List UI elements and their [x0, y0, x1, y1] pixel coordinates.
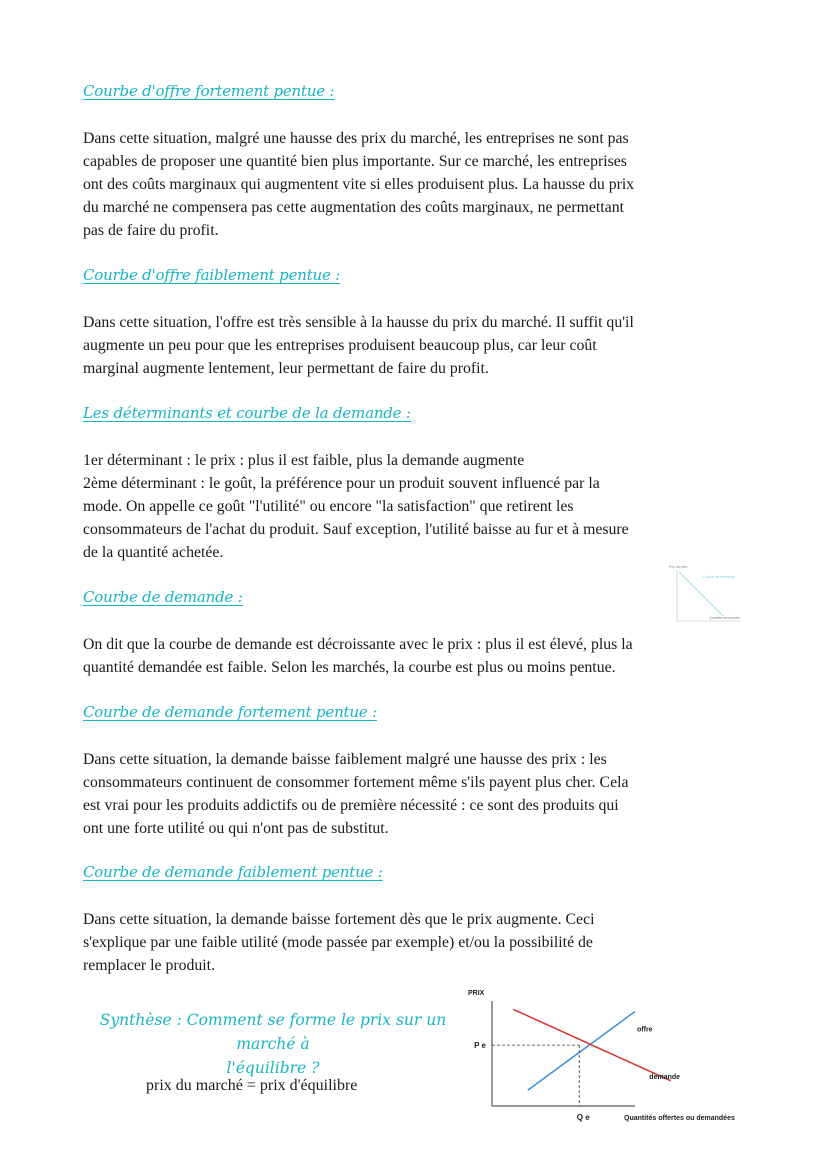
- text-line: 1er déterminant : le prix : plus il est faible, plus la demande augmente: [83, 452, 525, 469]
- mini-y-label: Prix du bien: [669, 565, 688, 569]
- text-line: remplacer le produit.: [83, 957, 216, 974]
- text-line: Dans cette situation, la demande baisse faiblement malgré une hausse des prix : les: [83, 751, 607, 768]
- text-line: 2ème déterminant : le goût, la préférence pour un produit souvent influencé par la: [83, 475, 600, 492]
- paragraph-courbe-demande: [83, 633, 745, 679]
- demand-label: demande: [649, 1073, 681, 1081]
- text-line: marginal augmente lentement, leur permettant de faire du profit.: [83, 360, 489, 377]
- chart-x-label: Quantités offertes ou demandées: [624, 1115, 735, 1122]
- equilibrium-chart: [460, 983, 760, 1128]
- text-line: consommateurs continuent de consommer fortement même s'ils payent plus cher. Cela: [83, 774, 629, 791]
- mini-x-label: Quantité demandée: [709, 616, 740, 620]
- text-line: capables de proposer une quantité bien plus importante. Sur ce marché, les entreprises: [83, 153, 627, 170]
- heading-demande-fortement-pentue: Courbe de demande fortement pentue :: [83, 703, 377, 721]
- text-line: mode. On appelle ce goût "l'utilité" ou encore "la satisfaction" que retirent les: [83, 498, 574, 515]
- synthese-line-2: l'équilibre ?: [226, 1059, 320, 1077]
- equilibrium-quantity-label: Q e: [576, 1113, 590, 1122]
- text-line: quantité demandée est faible. Selon les marchés, la courbe est plus ou moins pentue.: [83, 659, 616, 676]
- heading-offre-fortement-pentue: Courbe d'offre fortement pentue :: [83, 82, 335, 100]
- heading-demande-faiblement-pentue: Courbe de demande faiblement pentue :: [83, 863, 383, 881]
- text-line: du marché ne compensera pas cette augmentation des coûts marginaux, ne permettant: [83, 199, 624, 216]
- paragraph-determinants: [83, 449, 745, 564]
- heading-offre-faiblement-pentue: Courbe d'offre faiblement pentue :: [83, 266, 341, 284]
- text-line: Dans cette situation, la demande baisse fortement dès que le prix augmente. Ceci: [83, 911, 595, 928]
- synthese-question: [83, 1008, 463, 1080]
- text-line: est vrai pour les produits addictifs ou de première nécessité : ce sont des produits qui: [83, 797, 619, 814]
- paragraph-demande-fortement-pentue: [83, 748, 745, 840]
- text-line: On dit que la courbe de demande est décroissante avec le prix : plus il est élevé, plus la: [83, 636, 633, 653]
- heading-courbe-demande: Courbe de demande :: [83, 588, 243, 606]
- text-line: ont une forte utilité ou qui n'ont pas de substitut.: [83, 820, 389, 837]
- chart-y-label: PRIX: [468, 990, 485, 997]
- paragraph-demande-faiblement-pentue: [83, 908, 745, 977]
- text-line: consommateurs de l'achat du produit. Sauf exception, l'utilité baisse au fur et à mesure: [83, 521, 629, 538]
- text-line: de la quantité achetée.: [83, 544, 224, 561]
- supply-label: offre: [637, 1026, 653, 1034]
- text-line: Dans cette situation, l'offre est très sensible à la hausse du prix du marché. Il suffit qu'il: [83, 314, 634, 331]
- text-line: s'explique par une faible utilité (mode passée par exemple) et/ou la possibilité de: [83, 934, 593, 951]
- synthese-formula: prix du marché = prix d'équilibre: [146, 1077, 358, 1094]
- paragraph-offre-faiblement-pentue: [83, 311, 745, 380]
- text-line: ont des coûts marginaux qui augmentent vite si elles produisent plus. La hausse du prix: [83, 176, 635, 193]
- text-line: Dans cette situation, malgré une hausse des prix du marché, les entreprises ne sont pas: [83, 130, 629, 147]
- mini-demand-chart: [665, 563, 745, 625]
- heading-determinants-demande: Les déterminants et courbe de la demande :: [83, 404, 411, 422]
- text-line: pas de faire du profit.: [83, 222, 219, 239]
- equilibrium-price-label: P e: [474, 1041, 486, 1051]
- mini-curve-label: Courbe de demande: [703, 575, 735, 579]
- text-line: augmente un peu pour que les entreprises produisent beaucoup plus, car leur coût: [83, 337, 597, 354]
- synthese-line-1: Synthèse : Comment se forme le prix sur un marché à: [99, 1011, 447, 1053]
- paragraph-offre-fortement-pentue: [83, 127, 745, 242]
